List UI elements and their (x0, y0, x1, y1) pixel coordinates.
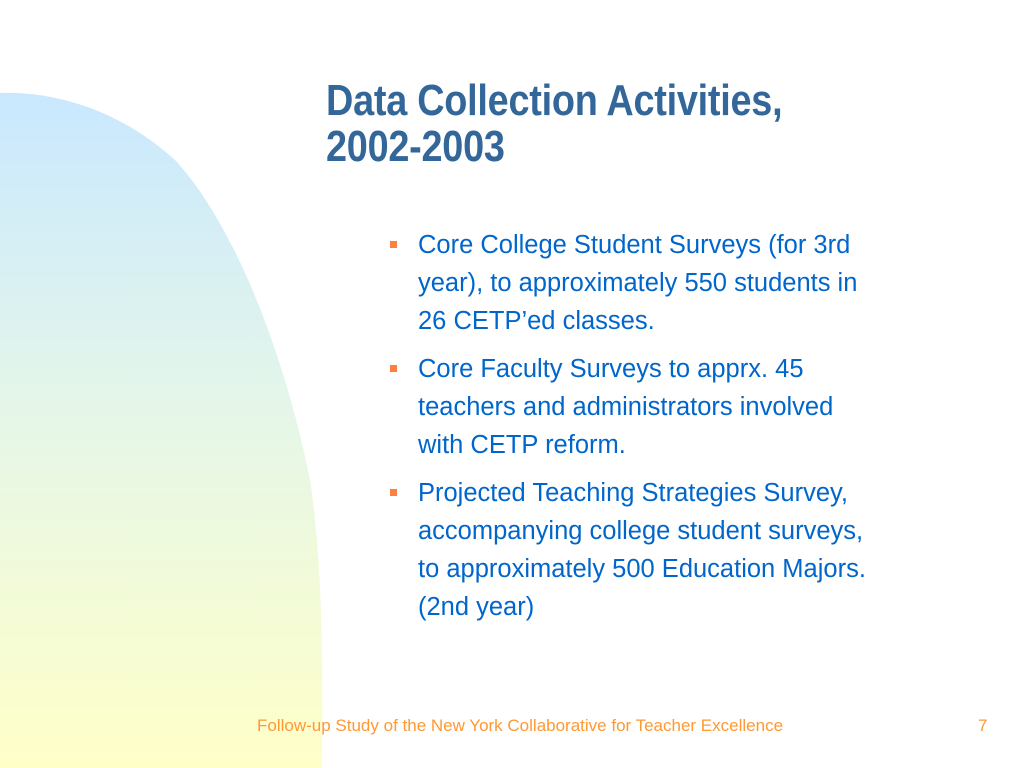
square-bullet-icon (390, 365, 397, 372)
slide-footer: Follow-up Study of the New York Collaborative for Teacher Excellence (257, 716, 784, 735)
bullet-line: Core Faculty Surveys to apprx. 45 (418, 355, 804, 383)
bullet-line: Projected Teaching Strategies Survey, (418, 479, 848, 507)
bullet-line: 26 CETP’ed classes. (418, 307, 655, 335)
bullet-line: year), to approximately 550 students in (418, 269, 858, 297)
page-number: 7 (978, 716, 988, 735)
bullet-item-teaching-strategies (386, 474, 986, 626)
bullet-item-faculty-surveys (386, 350, 986, 464)
square-bullet-icon (390, 489, 397, 496)
decor-arc (0, 93, 322, 768)
slide-title (326, 78, 876, 170)
bullet-list (386, 226, 986, 636)
square-bullet-icon (390, 241, 397, 248)
bullet-line: accompanying college student surveys, (418, 517, 864, 545)
bullet-line: to approximately 500 Education Majors. (418, 555, 866, 583)
bullet-line: teachers and administrators involved (418, 393, 834, 421)
bullet-line: Core College Student Surveys (for 3rd (418, 231, 851, 259)
bullet-item-student-surveys (386, 226, 986, 340)
slide-title-line-1: Data Collection Activities, (326, 76, 783, 125)
bullet-line: (2nd year) (418, 593, 535, 621)
bullet-line: with CETP reform. (418, 431, 626, 459)
slide-title-line-2: 2002-2003 (326, 122, 505, 171)
